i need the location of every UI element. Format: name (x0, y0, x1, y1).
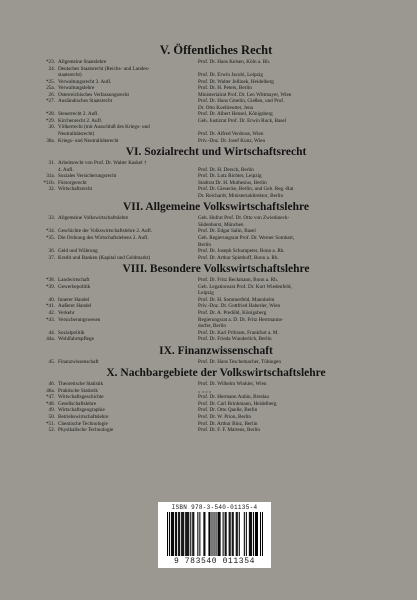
entry-title: Versicherungswesen (58, 316, 101, 323)
barcode-bar (169, 512, 170, 556)
entry-author: Prof. Dr. Otto Quelle, Berlin (198, 407, 258, 414)
entry-title: Neutralitätsrecht) (58, 131, 95, 138)
barcode-bar (204, 512, 205, 556)
barcode-bar (176, 512, 177, 556)
barcode-bar (237, 512, 238, 556)
entry-number: *39. (45, 283, 55, 290)
entry-author: Regierungsrat a. D. Dr. Fritz Herrmanns- (198, 316, 284, 323)
entry-number: 31a. (46, 173, 55, 180)
list-entry (36, 359, 396, 366)
section-heading: IX. Finanzwissenschaft (159, 344, 273, 357)
entry-author: Prof. Dr. Hans Kelsen, Köln a. Rh. (198, 59, 271, 65)
entry-number: *31b. (43, 179, 55, 186)
entry-author: Prof. Dr. Erwin Jacobi, Leipzig (198, 72, 263, 79)
entry-number: 45. (48, 358, 55, 365)
entry-number: *28. (45, 111, 55, 118)
entry-title: Äußerer Handel (58, 303, 92, 310)
entry-author: Prof. Dr. Carl Brinkmann, Heidelberg (198, 400, 277, 407)
entry-number: 26. (48, 91, 55, 98)
entry-author: Prof. Dr. Walter Jellinek, Heidelberg (198, 78, 274, 85)
barcode-bar (185, 512, 186, 556)
barcode-bar (239, 512, 240, 556)
entry-title: Wirtschaftsrecht (58, 186, 93, 193)
entry-number: *43. (45, 316, 55, 323)
barcode-bar (173, 512, 174, 556)
entry-author: Prof. Dr. Joseph Schumpeter, Bonn a. Rh. (198, 248, 285, 255)
barcode-bar (213, 512, 214, 556)
entry-number: 31. (48, 160, 55, 167)
entry-number: 33. (48, 215, 55, 222)
list-entry (36, 255, 396, 262)
entry-title: Allgemeine Staatslehre (58, 59, 107, 65)
barcode-bar (190, 512, 191, 556)
entry-author: Prof. Dr. Giesecke, Berlin, und Geh. Reg.-Rat (198, 186, 294, 193)
barcode-bar (230, 512, 231, 556)
entry-author: Prof. Dr. Albert Hensel, Königsberg (198, 111, 273, 118)
entry-author: Geh. Regierungsrat Prof. Dr. Werner Sombart, (198, 235, 295, 242)
barcode-bar (246, 512, 247, 556)
entry-number: *38. (45, 277, 55, 284)
entry-author: Prof. Dr. Arthur Binz, Berlin (198, 420, 258, 427)
series-listing (36, 40, 396, 434)
entry-number: *25. (45, 78, 55, 85)
entry-author: Prof. Dr. Wilhelm Winkler, Wien (198, 381, 267, 388)
barcode-bar (167, 512, 168, 556)
entry-author: Prof. Dr. Alfred Verdross, Wien (198, 131, 264, 138)
entry-number: *47. (45, 394, 55, 401)
entry-number: 30. (48, 124, 55, 131)
entry-title: Verkehr (58, 309, 75, 316)
entry-author: Ministerialrat Prof. Dr. Leo Wittmayer, Wien (198, 91, 292, 98)
entry-title: Wohlfahrtspflege (58, 336, 94, 343)
entry-title: Völkerrecht (mit Ausschluß des Kriegs- und (58, 124, 150, 131)
entry-number: *35. (45, 235, 55, 242)
entry-author: Prof. Dr. H. Dersch, Berlin (198, 166, 254, 173)
barcode-bar (209, 512, 210, 556)
entry-number: 24. (48, 65, 55, 72)
entry-author: dorfer, Berlin (198, 323, 227, 330)
barcode-bar (253, 512, 254, 556)
entry-number: 42. (48, 309, 55, 316)
entry-title: Ausländisches Staatsrecht (58, 98, 113, 105)
barcode-bar (244, 512, 245, 556)
isbn-text: ISBN 978-3-540-01135-4 (171, 504, 258, 511)
entry-title: Steuerrecht 2. Aufl. (58, 111, 99, 118)
barcode-bar (257, 512, 258, 556)
barcode-bar (171, 512, 172, 556)
entry-title: staatsrecht) (58, 72, 82, 79)
entry-title: Geld und Währung (58, 248, 98, 255)
entry-title: Verwaltungslehre (58, 85, 95, 92)
entry-author: Leipzig (198, 290, 214, 297)
barcode-bar (208, 512, 209, 556)
entry-number: *27. (45, 98, 55, 105)
barcode-bar (229, 512, 230, 556)
entry-number: 44. (48, 329, 55, 336)
entry-title: Österreichisches Verfassungsrecht (58, 91, 129, 98)
entry-title: Arbeitsrecht von Prof. Dr. Walter Kaskel † (58, 160, 147, 167)
list-entry (36, 336, 396, 343)
entry-number: 46a. (46, 387, 55, 394)
barcode-bar (192, 512, 193, 556)
entry-author: Prof. Dr. Hans Teschemacher, Tübingen (198, 358, 281, 365)
barcode-bar (199, 512, 200, 556)
entry-author: Prof. Dr. Arthur Spiethoff, Bonn a. Rh. (198, 254, 279, 261)
entry-author: Priv.-Doz. Dr. Gottfried Haberler, Wien (198, 303, 281, 310)
entry-title: Kriegs- und Neutralitätsrecht (58, 137, 119, 144)
list-entry (36, 138, 396, 145)
entry-author: Prof. Dr. Fritz Beckmann, Bonn a. Rh. (198, 277, 278, 284)
entry-number: 40. (48, 296, 55, 303)
barcode-bar (225, 512, 226, 556)
barcode-bar (249, 512, 250, 556)
entry-title: Praktische Statistik (58, 387, 98, 394)
entry-title: Soziales Versicherungsrecht (58, 173, 117, 180)
barcode-bar (182, 512, 183, 556)
section-heading: X. Nachbargebiete der Volkswirtschaftslehre (106, 367, 326, 380)
barcode-bar (233, 512, 234, 556)
barcode-bar (183, 512, 184, 556)
entry-author: Prof. Dr. Hermann Aubin, Breslau (198, 394, 270, 401)
entry-author: Prof. Dr. W. Prion, Berlin (198, 413, 252, 420)
entry-author: Prof. Dr. H. Sommerfeld, Mannheim (198, 296, 275, 303)
entry-author: Prof. Dr. Edgar Salin, Basel (198, 228, 256, 235)
entry-title: Kirchenrecht 2. Aufl. (58, 117, 103, 124)
entry-title (58, 193, 198, 200)
entry-number (36, 193, 58, 200)
barcode-bar (250, 512, 251, 556)
barcode-bar (175, 512, 176, 556)
entry-number: 30a. (46, 137, 55, 144)
list-entry (36, 427, 396, 434)
barcode-bar (188, 512, 189, 556)
barcode-bars (167, 512, 263, 556)
barcode-bar (255, 512, 256, 556)
barcode-bar (220, 512, 221, 556)
barcode-bar (223, 512, 224, 556)
barcode-bar (226, 512, 227, 556)
entry-number: *41. (45, 303, 55, 310)
entry-title: Gesellschaftslehre (58, 400, 97, 407)
entry-number: 46. (48, 381, 55, 388)
entry-author: Prof. Dr. Lutz Richter, Leipzig (198, 173, 262, 180)
entry-title: Innerer Handel (58, 296, 90, 303)
entry-number: 52. (48, 427, 55, 434)
barcode-bar (218, 512, 219, 556)
entry-title: Wirtschaftsgeographie (58, 407, 105, 414)
barcode-bar (236, 512, 237, 556)
entry-title: Sozialpolitik (58, 329, 85, 336)
section-heading: VII. Allgemeine Volkswirtschaftslehre (122, 201, 310, 214)
entry-number: *29. (45, 117, 55, 124)
barcode-bar (193, 512, 194, 556)
entry-author: Geh. Justizrat Prof. Dr. Erwin Ruck, Basel (198, 117, 287, 124)
entry-author: Dr. Reichardt, Ministerialdirektor, Berlin (198, 192, 284, 199)
entry-author: „ „ „ „ (198, 387, 212, 394)
entry-title: Betriebswirtschaftslehre (58, 413, 109, 420)
entry-number: *34. (45, 228, 55, 235)
entry-author: Geh. Legationsrat Prof. Dr. Kurt Wiedenfeld, (198, 283, 292, 290)
barcode-bar (178, 512, 179, 556)
barcode-bar (260, 512, 261, 556)
barcode-bar (186, 512, 187, 556)
barcode-bar (197, 512, 198, 556)
entry-number: 32. (48, 186, 55, 193)
entry-title: Kredit und Banken (Kapital und Geldmarkt) (58, 254, 151, 261)
entry-author: Prof. Dr. Karl Pribram, Frankfurt a. M. (198, 329, 279, 336)
barcode-label (158, 502, 271, 568)
entry-author: Prof. Dr. Frieda Wunderlich, Berlin (198, 336, 272, 343)
entry-title: Theoretische Statistik (58, 381, 104, 388)
barcode-bar (179, 512, 180, 556)
entry-number: *51. (45, 420, 55, 427)
entry-number: 37. (48, 254, 55, 261)
entry-number: *23. (45, 59, 55, 65)
entry-title: 4. Aufl. (58, 166, 74, 173)
barcode-bar (203, 512, 204, 556)
entry-title: Wirtschaftsgeschichte (58, 394, 104, 401)
entry-title: Landwirtschaft (58, 277, 90, 284)
entry-title: Fürsorgerecht (58, 179, 87, 186)
section-heading: V. Öffentliches Recht (159, 43, 273, 57)
entry-number: 36. (48, 248, 55, 255)
entry-author: Südenhorst, München (198, 221, 244, 228)
barcode-bar (219, 512, 220, 556)
barcode-bar (187, 512, 188, 556)
entry-number: 50. (48, 413, 55, 420)
list-entry (36, 193, 396, 200)
entry-author: Berlin (198, 241, 211, 248)
section-heading: VIII. Besondere Volkswirtschaftslehre (122, 263, 310, 276)
entry-author: Prof. Dr. F. F. Martens, Berlin (198, 427, 260, 434)
entry-number: 25a. (46, 85, 55, 92)
entry-author: Stadtrat Dr. H. Muthesius, Berlin (198, 179, 267, 186)
entry-author: Prof. Dr. A. Predöhl, Königsberg (198, 309, 267, 316)
barcode-bar (262, 512, 263, 556)
entry-author: Prof. Dr. H. Peters, Berlin (198, 85, 252, 92)
entry-title: Die Ordnung des Wirtschaftslebens 2. Aufl. (58, 235, 149, 242)
barcode-bar (216, 512, 217, 556)
barcode-digits: 9 783540 011354 (173, 557, 255, 566)
entry-author: Prof. Dr. Hans Gmelin, Gießen, und Prof. (198, 98, 285, 105)
entry-author: Dr. Otto Koellreutter, Jena (198, 104, 253, 111)
entry-title: Geschichte der Volkswirtschaftslehre 2. Aufl. (58, 228, 153, 235)
entry-title: Gewerbepolitik (58, 283, 91, 290)
section-heading: VI. Sozialrecht und Wirtschaftsrecht (125, 146, 307, 159)
entry-number: 49. (48, 407, 55, 414)
barcode-bar (181, 512, 182, 556)
barcode-bar (251, 512, 252, 556)
barcode-bar (232, 512, 233, 556)
entry-title: Finanzwissenschaft (58, 358, 99, 365)
entry-title: Verwaltungsrecht 3. Aufl. (58, 78, 112, 85)
entry-author: Geh. Hofrat Prof. Dr. Otto von Zwiedineck- (198, 215, 290, 222)
entry-title: Physikalische Technologie (58, 427, 114, 434)
barcode-bar (172, 512, 173, 556)
entry-number: *48. (45, 400, 55, 407)
entry-title: Chemische Technologie (58, 420, 108, 427)
entry-number: 44a. (46, 336, 55, 343)
entry-author: Priv.-Doz. Dr. Josef Kunz, Wien (198, 137, 266, 144)
entry-title: Deutsches Staatsrecht (Reichs- und Landes- (58, 65, 150, 72)
entry-title: Allgemeine Volkswirtschaftslehre (58, 215, 129, 222)
barcode-bar (256, 512, 257, 556)
barcode-bar (211, 512, 212, 556)
